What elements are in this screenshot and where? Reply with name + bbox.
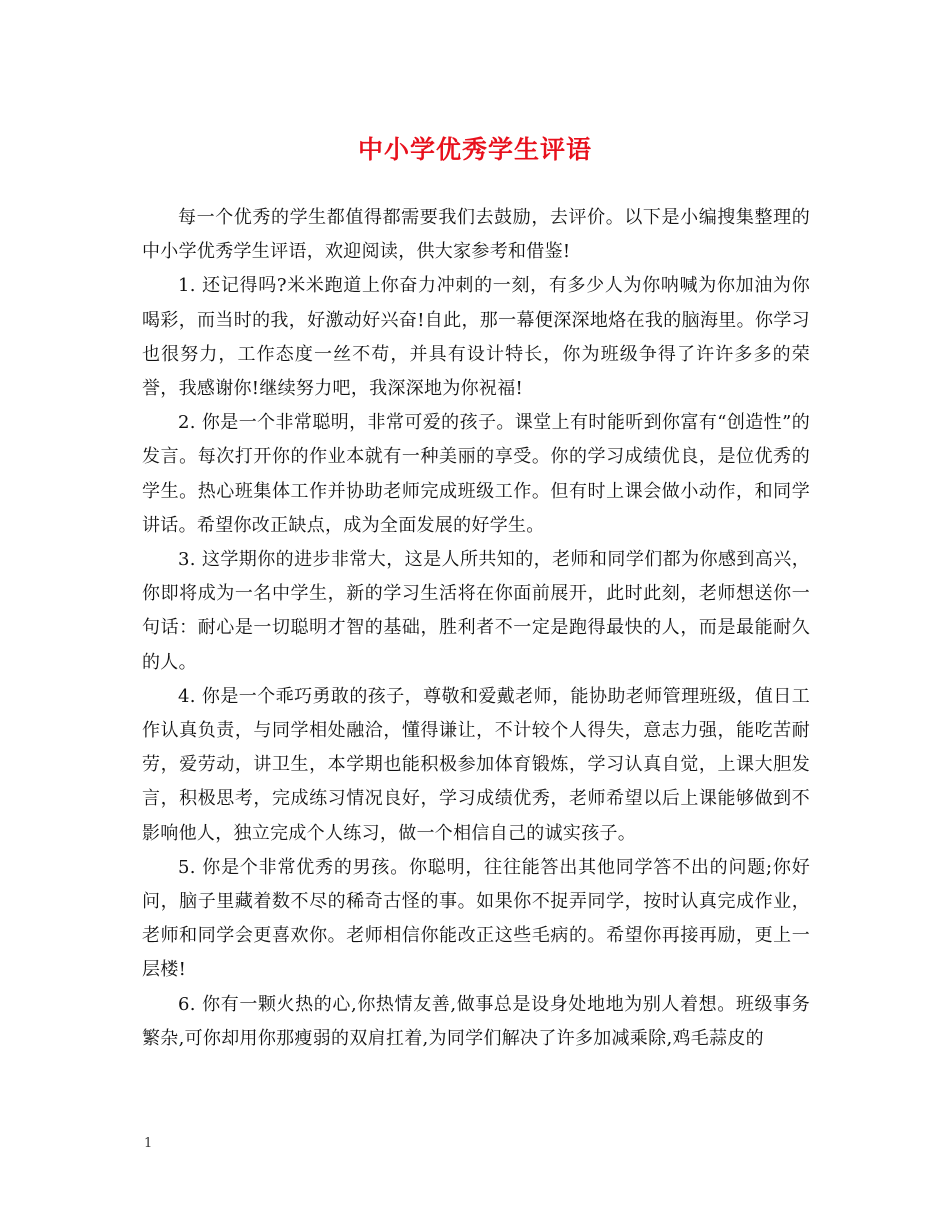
comment-paragraph-2: 2. 你是一个非常聪明，非常可爱的孩子。课堂上有时能听到你富有“创造性”的发言。每次打开你的作业本就有一种美丽的享受。你的学习成绩优良，是位优秀的学生。热心班集体工作并协助老师完成班级工作。但有时上课会做小动作，和同学讲话。希望你改正缺点，成为全面发展的好学生。: [142, 412, 810, 536]
comment-paragraph-4: 4. 你是一个乖巧勇敢的孩子，尊敬和爱戴老师，能协助老师管理班级，值日工作认真负责，与同学相处融洽，懂得谦让，不计较个人得失，意志力强，能吃苦耐劳，爱劳动，讲卫生，本学期也能积极参加体育锻炼，学习认真自觉，上课大胆发言，积极思考，完成练习情况良好，学习成绩优秀，老师希望以后上课能够做到不影响他人，独立完成个人练习，做一个相信自己的诚实孩子。: [142, 685, 810, 844]
comment-paragraph-1: 1. 还记得吗?米米跑道上你奋力冲刺的一刻，有多少人为你呐喊为你加油为你喝彩，而当时的我，好激动好兴奋!自此，那一幕便深深地烙在我的脑海里。你学习也很努力，工作态度一丝不苟，并具有设计特长，你为班级争得了许许多多的荣誉，我感谢你!继续努力吧，我深深地为你祝福!: [142, 275, 810, 400]
intro-paragraph: 每一个优秀的学生都值得都需要我们去鼓励，去评价。以下是小编搜集整理的中小学优秀学生评语，欢迎阅读，供大家参考和借鉴!: [142, 207, 810, 263]
comment-paragraph-6: 6. 你有一颗火热的心,你热情友善,做事总是设身处地地为别人着想。班级事务繁杂,可你却用你那瘦弱的双肩扛着,为同学们解决了许多加减乘除,鸡毛蒜皮的: [142, 993, 810, 1049]
comment-paragraph-5: 5. 你是个非常优秀的男孩。你聪明，往往能答出其他同学答不出的问题;你好问，脑子里藏着数不尽的稀奇古怪的事。如果你不捉弄同学，按时认真完成作业，老师和同学会更喜欢你。老师相信你能改正这些毛病的。希望你再接再励，更上一层楼!: [142, 856, 810, 981]
page-title: 中小学优秀学生评语: [357, 135, 592, 164]
body-text: [142, 201, 810, 1056]
page-number: 1: [144, 1136, 153, 1151]
comment-paragraph-3: 3. 这学期你的进步非常大，这是人所共知的，老师和同学们都为你感到高兴，你即将成为一名中学生，新的学习生活将在你面前展开，此时此刻，老师想送你一句话：耐心是一切聪明才智的基础，胜利者不一定是跑得最快的人，而是最能耐久的人。: [142, 549, 810, 673]
